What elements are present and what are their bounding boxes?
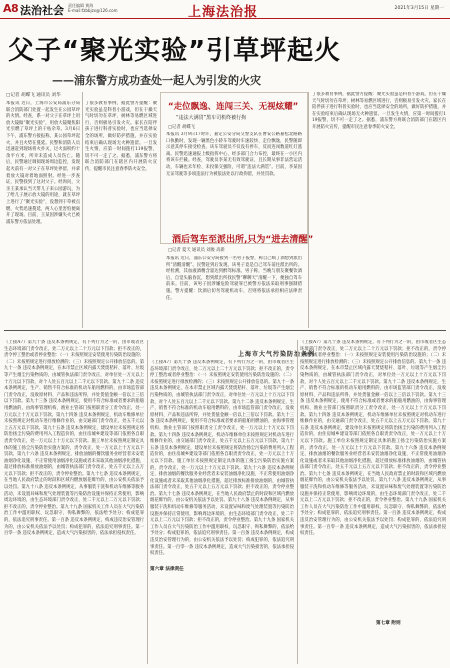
- box-story-title: “走位飘逸、连闯三关、无视炫耀”: [168, 102, 299, 112]
- newspaper-logo: 上海法治报: [188, 5, 259, 20]
- column-divider: [297, 340, 298, 664]
- masthead: [0, 0, 450, 19]
- main-subheadline: ——浦东警方成功查处一起人为引发的火灾: [52, 74, 261, 87]
- box-story-byline: □记者 胡蝶飞: [168, 125, 195, 130]
- page-number: A8: [3, 2, 19, 15]
- regulation-column-1: （上接A7）第九十条 违反本条例规定，有下列行为之一的，由市或者区生态环境部门责令改正，处二万元以上二十万元以下罚款；拒不改正的，责令停工整治或者停业整治：（一）未按照规定安装使用污染防治设施的；（二）未按照规定进行排放检测的；（三）未按照规定公开排放信息的。第九十一条 违反本条例规定，在本市禁止区域内露天焚烧秸秆、落叶、垃圾等产生烟尘污染物质的，由城管执法部门责令改正，对单位处一万元以上十万元以下罚款，对个人处五百元以上二千元以下罚款。第九十二条 违反本条例规定，生产、销售不符合标准的机动车船用燃料的，由市场监管部门责令改正，没收原材料、产品和违法所得，并处货值金额一倍以上三倍以下罚款。第九十三条 违反本条例规定，使用不符合标准或者要求的船舶用燃油的，由海事管理机构、渔业主管部门按照职责分工责令改正，处一万元以上十万元以下罚款。第九十四条 违反本条例规定，机动车维修单位未按照规定对机动车进行维修作业的，由交通部门责令改正，处五千元以上五万元以下罚款。第九十五条 违反本条例规定，建设单位未按照规定将防治扬尘污染的费用列入工程造价的，由住房城乡建设等部门依照各自职责责令改正，处一万元以上十万元以下罚款。施工单位未按照规定制定具体的施工扬尘污染防治实施方案的，责令改正，处一万元以上十万元以下罚款。第九十六条 违反本条例规定，排放油烟的餐饮服务业经营者未安装油烟净化设施、不正常使用油烟净化设施或者未采取其他油烟净化措施，超过排放标准排放油烟的，由城管执法部门责令改正，处五千元以上五万元以下罚款；拒不改正的，责令停业整治。第九十七条 违反本条例规定，在当地人民政府禁止的时段和区域内燃放烟花爆竹的，由公安机关依法予以处罚。第九十八条 违反本条例规定，从事服装干洗和机动车维修等服务活动，未设置异味和废气处理装置等污染防治设施并保持正常使用，影响周边环境的，由生态环境部门责令改正，处二千元以上二万元以下罚款；拒不改正的，责令停业整治。第九十九条 国家机关工作人员在大气污染防治工作中滥用职权、玩忽职守、徇私舞弊的，依法给予处分；构成犯罪的，依法追究刑事责任。第一百条 违反本条例规定，构成违反治安管理行为的，由公安机关依法予以处罚；构成犯罪的，依法追究刑事责任。第一百零一条 违反本条例规定，造成大气污染损害的，依法承担侵权责任。: [4, 340, 144, 537]
- regulation-column-2: （上接A7）第九十条 违反本条例规定，有下列行为之一的，由市或者区生态环境部门责令改正，处二万元以上二十万元以下罚款；拒不改正的，责令停工整治或者停业整治：（一）未按照规定安装使用污染防治设施的；（二）未按照规定进行排放检测的；（三）未按照规定公开排放信息的。第九十一条 违反本条例规定，在本市禁止区域内露天焚烧秸秆、落叶、垃圾等产生烟尘污染物质的，由城管执法部门责令改正，对单位处一万元以上十万元以下罚款，对个人处五百元以上二千元以下罚款。第九十二条 违反本条例规定，生产、销售不符合标准的机动车船用燃料的，由市场监管部门责令改正，没收原材料、产品和违法所得，并处货值金额一倍以上三倍以下罚款。第九十三条 违反本条例规定，使用不符合标准或者要求的船舶用燃油的，由海事管理机构、渔业主管部门按照职责分工责令改正，处一万元以上十万元以下罚款。第九十四条 违反本条例规定，机动车维修单位未按照规定对机动车进行维修作业的，由交通部门责令改正，处五千元以上五万元以下罚款。第九十五条 违反本条例规定，建设单位未按照规定将防治扬尘污染的费用列入工程造价的，由住房城乡建设等部门依照各自职责责令改正，处一万元以上十万元以下罚款。施工单位未按照规定制定具体的施工扬尘污染防治实施方案的，责令改正，处一万元以上十万元以下罚款。第九十六条 违反本条例规定，排放油烟的餐饮服务业经营者未安装油烟净化设施、不正常使用油烟净化设施或者未采取其他油烟净化措施，超过排放标准排放油烟的，由城管执法部门责令改正，处五千元以上五万元以下罚款；拒不改正的，责令停业整治。第九十七条 违反本条例规定，在当地人民政府禁止的时段和区域内燃放烟花爆竹的，由公安机关依法予以处罚。第九十八条 违反本条例规定，从事服装干洗和机动车维修等服务活动，未设置异味和废气处理装置等污染防治设施并保持正常使用，影响周边环境的，由生态环境部门责令改正，处二千元以上二万元以下罚款；拒不改正的，责令停业整治。第九十九条 国家机关工作人员在大气污染防治工作中滥用职权、玩忽职守、徇私舞弊的，依法给予处分；构成犯罪的，依法追究刑事责任。第一百条 违反本条例规定，构成违反治安管理行为的，由公安机关依法予以处罚；构成犯罪的，依法追究刑事责任。第一百零一条 违反本条例规定，造成大气污染损害的，依法承担侵权责任。: [150, 360, 294, 557]
- box-story-body: 本报讯 3月9日17时许，嘉定公安分局交警支队在曹安公路嘉松北路路口执勤时，发现一辆黑色小轿车驾驶时车速较快、走位飘逸，民警随即示意其停车接受检查，该车驾驶员不仅没有停车，反而连闯数道红灯逃离。民警迅速通报上级指挥中心，经多部门合力布控，最终在一小区内将该车拦截。经查，驾驶员李某无有效驾驶证，且长期从事非法营运活动，车辆也未年检、未投保交强险，可谓“违法大满贯”。目前，李某因无证驾驶等多项违法行为被依法处以行政拘留，并处罚款。: [166, 132, 302, 177]
- issue-date: 2021年3月15日 星期一: [394, 6, 444, 11]
- story2-body: 本报讯 近日，浦东公安分局接到一名男子报警，称自己喝了酒想到派出所“清醒清醒”。民警赶到后发现，该男子竟是自己驾车前往派出所的。经检测，其血液酒精含量达到醉驾标准。男子称，当晚与朋友聚餐饮酒后，自觉头脑昏沉，想到派出所找民警“聊聊天”清醒一下，便独自驾车前来。目前，该男子因涉嫌危险驾驶罪已被警方依法采取刑事强制措施。警方提醒：饮酒后切勿驾驶机动车，否则将依法承担相应法律责任。: [166, 256, 302, 301]
- section-title: 法治社会: [20, 4, 64, 17]
- article-column-1: 本报讯 近日，上海市公安局浦东分局联合消防部门处置一起发生在公园草坪的火情。经查，系一对父子在草坪上用放大镜做“聚光实验”，用放大镜聚焦阳光引燃了草坪上的干枯杂草。3月6日下午，浦东警方接报称，某公园草坪起火，并且火势在蔓延。民警和消防人员迅速赶到现场将火扑灭，过火面积约十余平方米，所幸未造成人员伤亡。随后，民警通过调阅现场周边监控，发现起火前有一对父子在草坪处停留，并拿着放大镜对着地面照射。经进一步查证，民警找到了这对父子。经询问，父亲王某承认当天带儿子来公园游玩，为了给儿子展示放大镜的用途，就在草坪上进行了“聚光实验”，没想到干草被点燃，火势迅速蔓延，两人心里害怕便离开了现场。目前，王某因涉嫌失火已被浦东警方依法处理。: [6, 101, 80, 225]
- story2-title: 酒后驾车至派出所,只为“进去清醒”: [172, 235, 314, 245]
- regulation-column-3: （上接A7）第九十条 违反本条例规定，有下列行为之一的，由市或者区生态环境部门责令改正，处二万元以上二十万元以下罚款；拒不改正的，责令停工整治或者停业整治：（一）未按照规定安装使用污染防治设施的；（二）未按照规定进行排放检测的；（三）未按照规定公开排放信息的。第九十一条 违反本条例规定，在本市禁止区域内露天焚烧秸秆、落叶、垃圾等产生烟尘污染物质的，由城管执法部门责令改正，对单位处一万元以上十万元以下罚款，对个人处五百元以上二千元以下罚款。第九十二条 违反本条例规定，生产、销售不符合标准的机动车船用燃料的，由市场监管部门责令改正，没收原材料、产品和违法所得，并处货值金额一倍以上三倍以下罚款。第九十三条 违反本条例规定，使用不符合标准或者要求的船舶用燃油的，由海事管理机构、渔业主管部门按照职责分工责令改正，处一万元以上十万元以下罚款。第九十四条 违反本条例规定，机动车维修单位未按照规定对机动车进行维修作业的，由交通部门责令改正，处五千元以上五万元以下罚款。第九十五条 违反本条例规定，建设单位未按照规定将防治扬尘污染的费用列入工程造价的，由住房城乡建设等部门依照各自职责责令改正，处一万元以上十万元以下罚款。施工单位未按照规定制定具体的施工扬尘污染防治实施方案的，责令改正，处一万元以上十万元以下罚款。第九十六条 违反本条例规定，排放油烟的餐饮服务业经营者未安装油烟净化设施、不正常使用油烟净化设施或者未采取其他油烟净化措施，超过排放标准排放油烟的，由城管执法部门责令改正，处五千元以上五万元以下罚款；拒不改正的，责令停业整治。第九十七条 违反本条例规定，在当地人民政府禁止的时段和区域内燃放烟花爆竹的，由公安机关依法予以处罚。第九十八条 违反本条例规定，从事服装干洗和机动车维修等服务活动，未设置异味和废气处理装置等污染防治设施并保持正常使用，影响周边环境的，由生态环境部门责令改正，处二千元以上二万元以下罚款；拒不改正的，责令停业整治。第九十九条 国家机关工作人员在大气污染防治工作中滥用职权、玩忽职守、徇私舞弊的，依法给予处分；构成犯罪的，依法追究刑事责任。第一百条 违反本条例规定，构成违反治安管理行为的，由公安机关依法予以处罚；构成犯罪的，依法追究刑事责任。第一百零一条 违反本条例规定，造成大气污染损害的，依法承担侵权责任。: [300, 340, 446, 537]
- chapter-7-heading: 第七章 附则: [376, 621, 401, 626]
- editor-info: [68, 3, 138, 13]
- box-story-subtitle: “违法大满贯”黑车司机终被行拘: [176, 115, 247, 121]
- column-divider: [308, 92, 309, 328]
- column-divider: [82, 92, 83, 328]
- chapter-6-heading: 第六章 法律责任: [150, 567, 184, 572]
- column-divider: [147, 340, 148, 664]
- main-byline: □记者 胡蝶飞 通讯员 刘华: [6, 93, 61, 98]
- story2-byline: □记者 夏天 通讯员 刘俊 高新: [168, 248, 225, 253]
- main-headline: 父子“聚光实验”引草坪起火: [8, 36, 342, 66]
- section-divider: [4, 330, 446, 331]
- editor-line: E-mail:fzbbjzx@126.com: [68, 8, 118, 13]
- editor-line: 责任编辑 黄海: [68, 3, 94, 8]
- regulation-title: 上海市大气污染防治条例: [238, 351, 316, 358]
- article-column-2: 了很多教育事例，据此警方提醒：聚光实验虽是科普小游戏，但在干燥天气时切勿在草坪、树林等易燃区域进行，否则极易引发火灾。家长在陪伴孩子进行科普实验时，也应当选择安全的场所，做好防护措施，并在实验结束后确认现场无火种遗留。一旦发生火情，应第一时间拨打119报警，切不可一走了之。据悉，浦东警方将联合消防部门在辖区内开展防火宣传，提醒市民注意春季防火安全。: [85, 101, 157, 172]
- right-column-text: 了很多教育事例，据此警方提醒：聚光实验虽是科普小游戏，但在干燥天气时切勿在草坪、树林等易燃区域进行，否则极易引发火灾。家长在陪伴孩子进行科普实验时，也应当选择安全的场所，做好防护措施，并在实验结束后确认现场无火种遗留。一旦发生火情，应第一时间拨打119报警，切不可一走了之。据悉，浦东警方将联合消防部门在辖区内开展防火宣传，提醒市民注意春季防火安全。: [312, 92, 446, 130]
